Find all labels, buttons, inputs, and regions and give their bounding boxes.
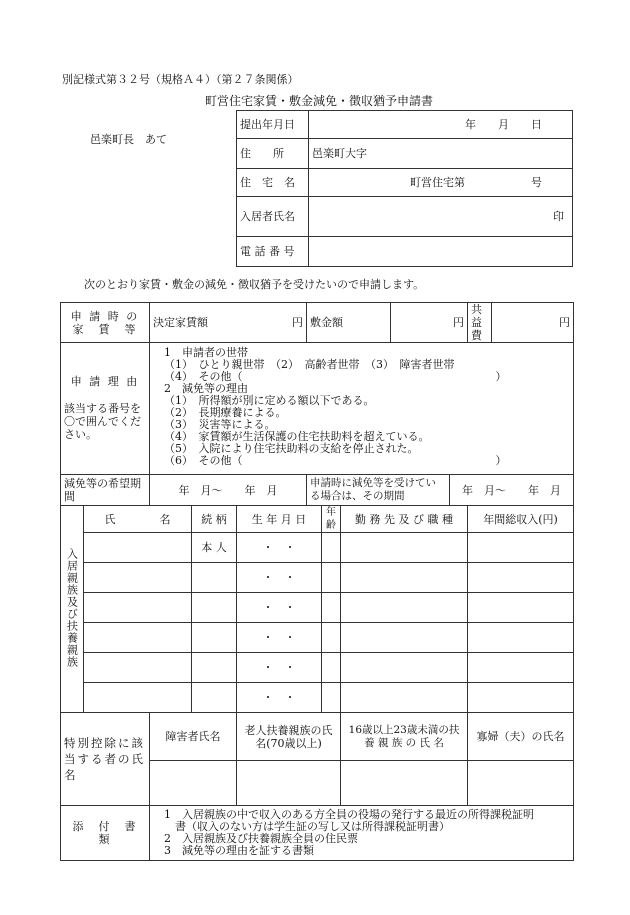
relation-cell[interactable] (192, 623, 237, 653)
elderly-field[interactable] (237, 761, 341, 806)
name-label: 入居者氏名 (237, 197, 309, 237)
col-age: 年齢 (322, 506, 341, 533)
address-label: 住 所 (237, 139, 309, 169)
housing-label: 住 宅 名 (237, 169, 309, 197)
form-title: 町営住宅家賃・敷金減免・徴収猶予申請書 (205, 94, 434, 108)
income-cell[interactable] (468, 563, 574, 593)
reason-line: （4） 家賃額が生活保護の住宅扶助料を超えている。 (164, 430, 430, 443)
reason-line: （1） ひとり親世帯 （2） 高齢者世帯 （3） 障害者世帯 (164, 358, 455, 371)
name-cell[interactable] (84, 623, 192, 653)
age-cell[interactable] (322, 563, 341, 593)
addressee: 邑楽町長 あて (90, 133, 167, 146)
phone-field[interactable] (309, 237, 573, 267)
col-elderly: 老人扶養親族の氏名(70歳以上) (237, 713, 341, 761)
current-period-label: 申請時に減免等を受けている場合は、その期間 (307, 475, 450, 506)
relation-cell[interactable] (192, 653, 237, 683)
table-row (61, 593, 574, 623)
col-relation: 続 柄 (192, 506, 237, 533)
deposit-label: 敷金額 (307, 303, 391, 343)
attach-line: 書（収入のない方は学生証の写し又は所得課税証明書） (164, 820, 450, 833)
disabled-field[interactable] (150, 761, 237, 806)
intro-text: 次のとおり家賃・敷金の減免・徴収猶予を受けたいので申請します。 (84, 278, 425, 291)
applicant-table (236, 110, 573, 267)
work-cell[interactable] (341, 683, 468, 713)
col-income: 年間総収入(円) (468, 506, 574, 533)
income-cell[interactable] (468, 623, 574, 653)
attach-list (150, 806, 574, 861)
attach-label: 添 付 書 類 (61, 806, 150, 861)
common-fee-field[interactable]: 円 (492, 303, 574, 343)
table-row (61, 683, 574, 713)
income-cell[interactable] (468, 683, 574, 713)
birth-cell[interactable]: ・ ・ (237, 653, 322, 683)
relation-cell[interactable] (192, 683, 237, 713)
reason-note: 該当する番号を〇で囲んでください。 (64, 402, 141, 441)
family-side-label: 入居親族及び扶養親族 (61, 506, 84, 713)
main-form-table (60, 302, 574, 861)
form-number: 別記様式第３２号（規格Ａ４）（第２７条関係） (62, 73, 299, 86)
birth-cell[interactable]: ・ ・ (237, 563, 322, 593)
period-label: 減免等の希望期間 (61, 475, 150, 506)
col-birth: 生 年 月 日 (237, 506, 322, 533)
attach-line: 1 入居親族の中で収入のある方全員の役場の発行する最近の所得課税証明 (164, 808, 534, 821)
col-disabled: 障害者氏名 (150, 713, 237, 761)
age-cell[interactable] (322, 623, 341, 653)
phone-label: 電 話 番 号 (237, 237, 309, 267)
current-period-field[interactable]: 年 月～ 年 月 (450, 475, 574, 506)
income-cell[interactable] (468, 533, 574, 563)
birth-cell[interactable]: ・ ・ (237, 623, 322, 653)
name-cell[interactable] (84, 563, 192, 593)
name-cell[interactable] (84, 653, 192, 683)
income-cell[interactable] (468, 593, 574, 623)
birth-cell[interactable]: ・ ・ (237, 683, 322, 713)
col-name: 氏 名 (84, 506, 192, 533)
reason-line: （2） 長期療養による。 (164, 406, 287, 419)
reason-line: （4） その他（ ） (164, 370, 507, 383)
birth-cell[interactable]: ・ ・ (237, 593, 322, 623)
housing-field[interactable]: 町営住宅第 号 (309, 169, 573, 197)
widow-field[interactable] (468, 761, 574, 806)
age-cell[interactable] (322, 683, 341, 713)
reason-line: （6） その他（ ） (164, 454, 507, 467)
name-field[interactable] (309, 197, 573, 237)
work-cell[interactable] (341, 533, 468, 563)
age-cell[interactable] (322, 653, 341, 683)
name-cell[interactable] (84, 683, 192, 713)
attach-line: 2 入居親族及び扶養親族全員の住民票 (164, 832, 358, 845)
reason-line: （3） 災害等による。 (164, 418, 276, 431)
relation-cell[interactable] (192, 593, 237, 623)
col-dependent: 16歳以上23歳未満の扶 養 親 族 の 氏 名 (341, 713, 468, 761)
seal-mark: 印 (553, 210, 564, 223)
period-field[interactable]: 年 月～ 年 月 (150, 475, 307, 506)
reason-line: （1） 所得額が別に定める額以下である。 (164, 394, 375, 407)
age-cell[interactable] (322, 533, 341, 563)
birth-cell[interactable]: ・ ・ (237, 533, 322, 563)
reason-line: 1 申請者の世帯 (164, 346, 248, 359)
table-row (61, 623, 574, 653)
date-field[interactable]: 年 月 日 (309, 111, 573, 139)
reason-line: （5） 入院により住宅扶助料の支給を停止された。 (164, 442, 419, 455)
common-fee-label: 共益費 (468, 303, 492, 343)
decided-rent-label: 決定家賃額 (150, 303, 237, 343)
income-cell[interactable] (468, 653, 574, 683)
attach-line: 3 減免等の理由を証する書類 (164, 844, 314, 857)
table-row (61, 533, 574, 563)
col-work: 勤 務 先 及 び 職 種 (341, 506, 468, 533)
decided-rent-field[interactable]: 円 (237, 303, 307, 343)
date-label: 提出年月日 (237, 111, 309, 139)
col-widow: 寡婦（夫）の氏名 (468, 713, 574, 761)
reason-label: 申 請 理 由 (70, 375, 140, 388)
table-row (61, 563, 574, 593)
relation-cell[interactable] (192, 563, 237, 593)
work-cell[interactable] (341, 653, 468, 683)
deduction-label: 特別控除に該当する者の氏 名 (61, 713, 150, 806)
name-cell[interactable] (84, 593, 192, 623)
work-cell[interactable] (341, 593, 468, 623)
age-cell[interactable] (322, 593, 341, 623)
work-cell[interactable] (341, 563, 468, 593)
name-cell[interactable] (84, 533, 192, 563)
dependent-field[interactable] (341, 761, 468, 806)
reason-line: 2 減免等の理由 (164, 382, 248, 395)
rent-label: 申 請 時 の 家 賃 等 (61, 303, 150, 343)
address-field[interactable]: 邑楽町大字 (309, 139, 573, 169)
table-row (61, 653, 574, 683)
work-cell[interactable] (341, 623, 468, 653)
reason-options[interactable] (150, 343, 574, 475)
deposit-field[interactable]: 円 (391, 303, 468, 343)
relation-cell: 本 人 (192, 533, 237, 563)
